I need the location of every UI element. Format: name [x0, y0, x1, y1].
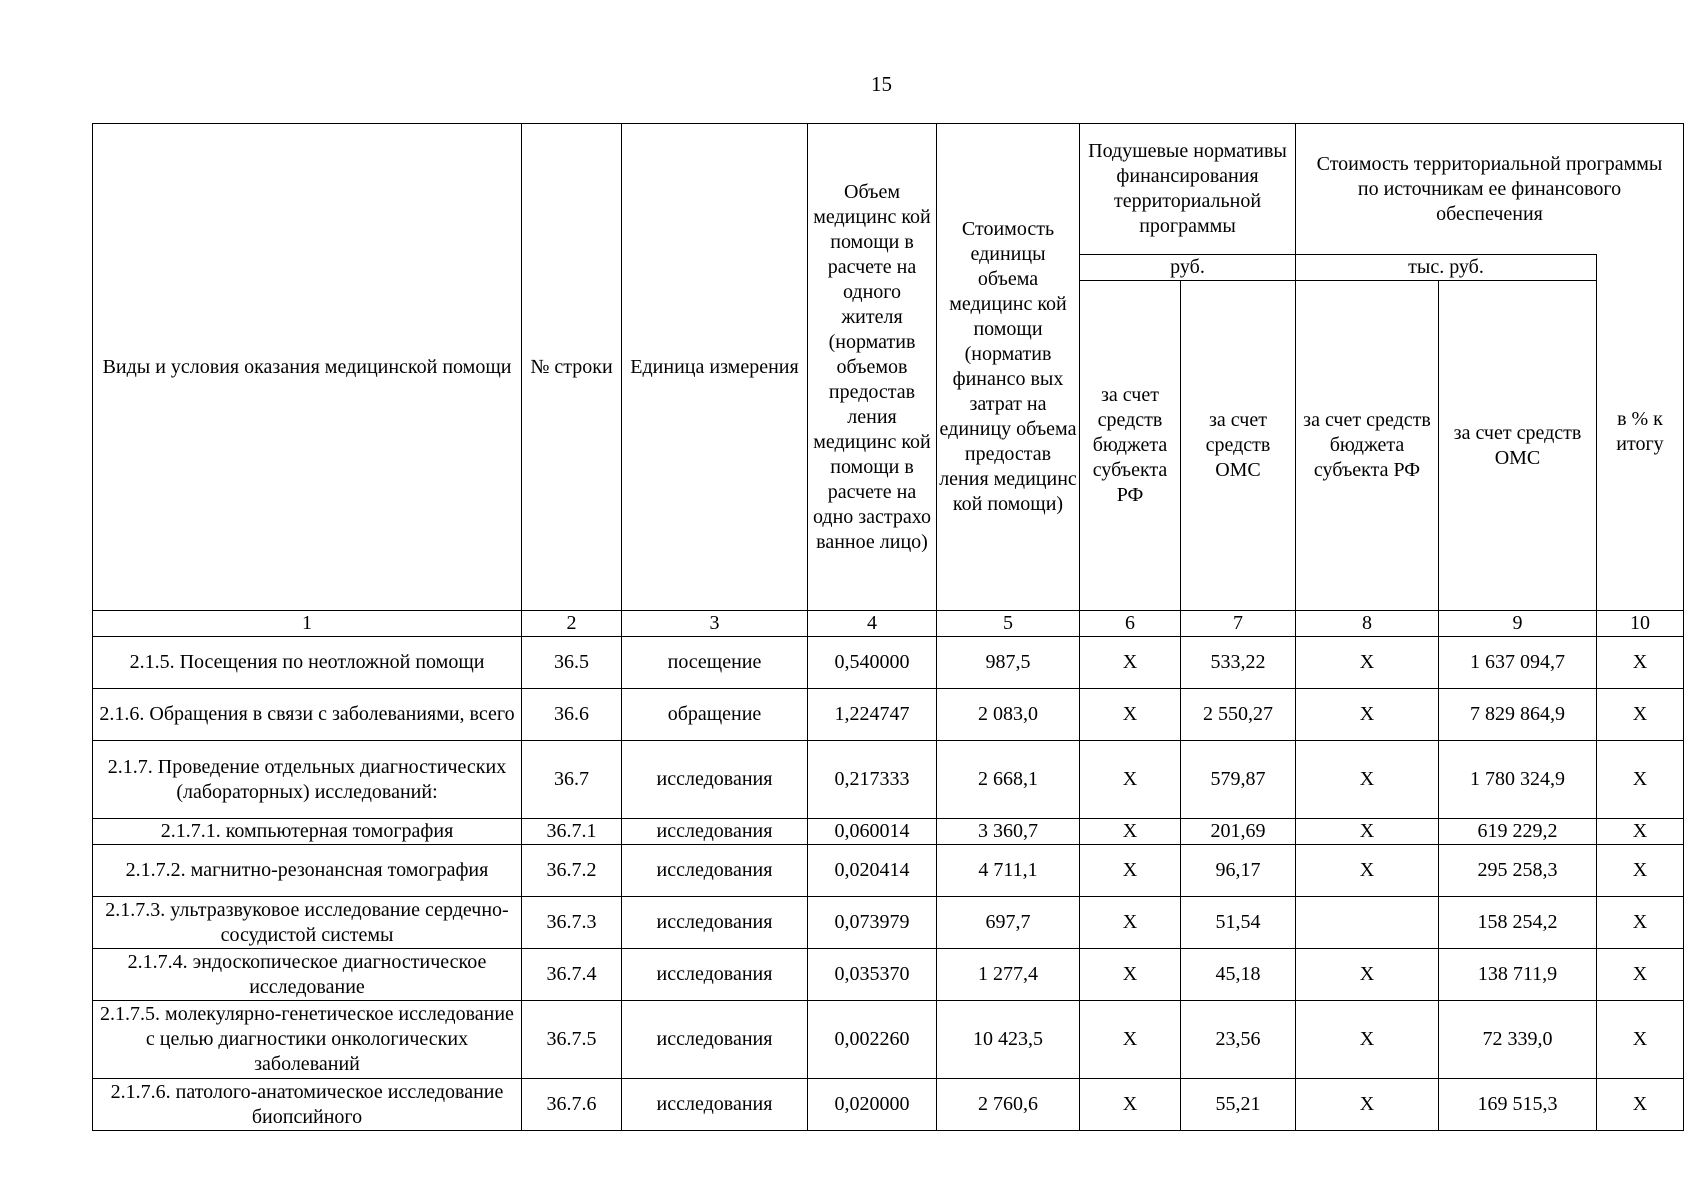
- header-line-number: № строки: [522, 124, 622, 611]
- header-cost-budget: за счет средств бюджета субъекта РФ: [1296, 281, 1439, 611]
- row-unit: исследования: [622, 1001, 808, 1079]
- row-budget-thous: Х: [1296, 949, 1439, 1001]
- row-oms-rub: 579,87: [1181, 741, 1296, 819]
- row-line-number: 36.7.2: [522, 845, 622, 897]
- row-volume: 1,224747: [808, 689, 937, 741]
- row-oms-rub: 533,22: [1181, 637, 1296, 689]
- row-line-number: 36.7.4: [522, 949, 622, 1001]
- row-percent: Х: [1597, 845, 1684, 897]
- row-line-number: 36.7: [522, 741, 622, 819]
- row-oms-thous: 169 515,3: [1439, 1079, 1597, 1131]
- header-per-capita-budget: за счет средств бюджета субъекта РФ: [1080, 281, 1181, 611]
- row-budget-rub: Х: [1080, 689, 1181, 741]
- row-unit-cost: 2 668,1: [937, 741, 1080, 819]
- row-unit: исследования: [622, 819, 808, 845]
- row-oms-rub: 23,56: [1181, 1001, 1296, 1079]
- row-budget-rub: Х: [1080, 741, 1181, 819]
- table-row: [93, 1001, 1684, 1079]
- row-percent: Х: [1597, 949, 1684, 1001]
- column-number: 9: [1439, 611, 1597, 637]
- row-budget-thous: Х: [1296, 689, 1439, 741]
- row-unit: исследования: [622, 845, 808, 897]
- row-budget-thous: Х: [1296, 845, 1439, 897]
- row-volume: 0,020414: [808, 845, 937, 897]
- row-volume: 0,002260: [808, 1001, 937, 1079]
- row-budget-rub: Х: [1080, 845, 1181, 897]
- row-percent: Х: [1597, 1001, 1684, 1079]
- row-unit: исследования: [622, 897, 808, 949]
- row-name: 2.1.7.5. молекулярно-генетическое исследование с целью диагностики онкологических заболеваний: [93, 1001, 522, 1079]
- table-row: [93, 819, 1684, 845]
- row-unit: посещение: [622, 637, 808, 689]
- row-oms-rub: 201,69: [1181, 819, 1296, 845]
- row-volume: 0,020000: [808, 1079, 937, 1131]
- row-name: 2.1.5. Посещения по неотложной помощи: [93, 637, 522, 689]
- row-unit: исследования: [622, 741, 808, 819]
- column-number: 3: [622, 611, 808, 637]
- row-volume: 0,035370: [808, 949, 937, 1001]
- row-percent: Х: [1597, 897, 1684, 949]
- column-number-row: [93, 611, 1684, 637]
- row-name: 2.1.7.6. патолого-анатомическое исследование биопсийного: [93, 1079, 522, 1131]
- row-budget-thous: Х: [1296, 1079, 1439, 1131]
- header-per-capita-oms: за счет средств ОМС: [1181, 281, 1296, 611]
- header-kinds-of-care: Виды и условия оказания медицинской помощи: [93, 124, 522, 611]
- header-unit: Единица измерения: [622, 124, 808, 611]
- row-budget-rub: Х: [1080, 1001, 1181, 1079]
- row-name: 2.1.7.4. эндоскопическое диагностическое исследование: [93, 949, 522, 1001]
- row-line-number: 36.7.3: [522, 897, 622, 949]
- row-unit-cost: 2 760,6: [937, 1079, 1080, 1131]
- header-rub: руб.: [1080, 255, 1296, 281]
- table-row: [93, 637, 1684, 689]
- header-row-1: [93, 124, 1684, 255]
- column-number: 5: [937, 611, 1080, 637]
- row-volume: 0,540000: [808, 637, 937, 689]
- row-oms-rub: 96,17: [1181, 845, 1296, 897]
- header-thous-rub: тыс. руб.: [1296, 255, 1597, 281]
- row-budget-rub: Х: [1080, 819, 1181, 845]
- row-oms-thous: 295 258,3: [1439, 845, 1597, 897]
- row-oms-thous: 72 339,0: [1439, 1001, 1597, 1079]
- table-row: [93, 689, 1684, 741]
- row-oms-thous: 138 711,9: [1439, 949, 1597, 1001]
- row-percent: Х: [1597, 1079, 1684, 1131]
- column-number: 8: [1296, 611, 1439, 637]
- header-unit-cost: Стоимость единицы объема медицинс кой помощи (норматив финансо вых затрат на единицу объема предостав ления медицинс кой помощи): [937, 124, 1080, 611]
- header-cost-oms: за счет средств ОМС: [1439, 281, 1597, 611]
- row-line-number: 36.6: [522, 689, 622, 741]
- row-name: 2.1.7.2. магнитно-резонансная томография: [93, 845, 522, 897]
- page-number: 15: [871, 72, 892, 96]
- row-percent: Х: [1597, 689, 1684, 741]
- table-row: [93, 1079, 1684, 1131]
- row-budget-thous: Х: [1296, 1001, 1439, 1079]
- row-line-number: 36.7.1: [522, 819, 622, 845]
- table-row: [93, 949, 1684, 1001]
- row-unit: исследования: [622, 949, 808, 1001]
- row-oms-rub: 51,54: [1181, 897, 1296, 949]
- row-unit-cost: 697,7: [937, 897, 1080, 949]
- row-unit-cost: 4 711,1: [937, 845, 1080, 897]
- row-oms-thous: 1 780 324,9: [1439, 741, 1597, 819]
- column-number: 7: [1181, 611, 1296, 637]
- row-volume: 0,073979: [808, 897, 937, 949]
- row-budget-rub: Х: [1080, 1079, 1181, 1131]
- row-name: 2.1.7.1. компьютерная томография: [93, 819, 522, 845]
- header-program-cost: Стоимость территориальной программы по источникам ее финансового обеспечения: [1296, 124, 1684, 255]
- table-row: [93, 897, 1684, 949]
- table-row: [93, 741, 1684, 819]
- header-volume: Объем медицинс кой помощи в расчете на одного жителя (норматив объемов предостав ления медицинс кой помощи в расчете на одно застрахо ванное лицо): [808, 124, 937, 611]
- column-number: 2: [522, 611, 622, 637]
- row-name: 2.1.6. Обращения в связи с заболеваниями, всего: [93, 689, 522, 741]
- column-number: 10: [1597, 611, 1684, 637]
- row-budget-thous: [1296, 897, 1439, 949]
- row-unit-cost: 1 277,4: [937, 949, 1080, 1001]
- row-unit-cost: 987,5: [937, 637, 1080, 689]
- row-budget-rub: Х: [1080, 897, 1181, 949]
- row-oms-thous: 619 229,2: [1439, 819, 1597, 845]
- row-percent: Х: [1597, 819, 1684, 845]
- row-oms-thous: 1 637 094,7: [1439, 637, 1597, 689]
- row-volume: 0,060014: [808, 819, 937, 845]
- row-unit: исследования: [622, 1079, 808, 1131]
- row-oms-thous: 7 829 864,9: [1439, 689, 1597, 741]
- column-number: 1: [93, 611, 522, 637]
- row-name: 2.1.7.3. ультразвуковое исследование сердечно-сосудистой системы: [93, 897, 522, 949]
- row-budget-thous: Х: [1296, 637, 1439, 689]
- program-cost-table: [92, 123, 1684, 1131]
- row-name: 2.1.7. Проведение отдельных диагностических (лабораторных) исследований:: [93, 741, 522, 819]
- row-line-number: 36.5: [522, 637, 622, 689]
- table-row: [93, 845, 1684, 897]
- row-line-number: 36.7.5: [522, 1001, 622, 1079]
- row-oms-thous: 158 254,2: [1439, 897, 1597, 949]
- row-unit-cost: 2 083,0: [937, 689, 1080, 741]
- row-unit-cost: 3 360,7: [937, 819, 1080, 845]
- row-budget-rub: Х: [1080, 637, 1181, 689]
- column-number: 4: [808, 611, 937, 637]
- row-oms-rub: 55,21: [1181, 1079, 1296, 1131]
- row-percent: Х: [1597, 741, 1684, 819]
- row-budget-thous: Х: [1296, 741, 1439, 819]
- row-budget-thous: Х: [1296, 819, 1439, 845]
- header-percent-of-total: в % к итогу: [1597, 255, 1684, 611]
- row-line-number: 36.7.6: [522, 1079, 622, 1131]
- row-budget-rub: Х: [1080, 949, 1181, 1001]
- header-per-capita-norms: Подушевые нормативы финансирования территориальной программы: [1080, 124, 1296, 255]
- row-unit: обращение: [622, 689, 808, 741]
- row-oms-rub: 2 550,27: [1181, 689, 1296, 741]
- row-volume: 0,217333: [808, 741, 937, 819]
- column-number: 6: [1080, 611, 1181, 637]
- row-unit-cost: 10 423,5: [937, 1001, 1080, 1079]
- row-oms-rub: 45,18: [1181, 949, 1296, 1001]
- row-percent: Х: [1597, 637, 1684, 689]
